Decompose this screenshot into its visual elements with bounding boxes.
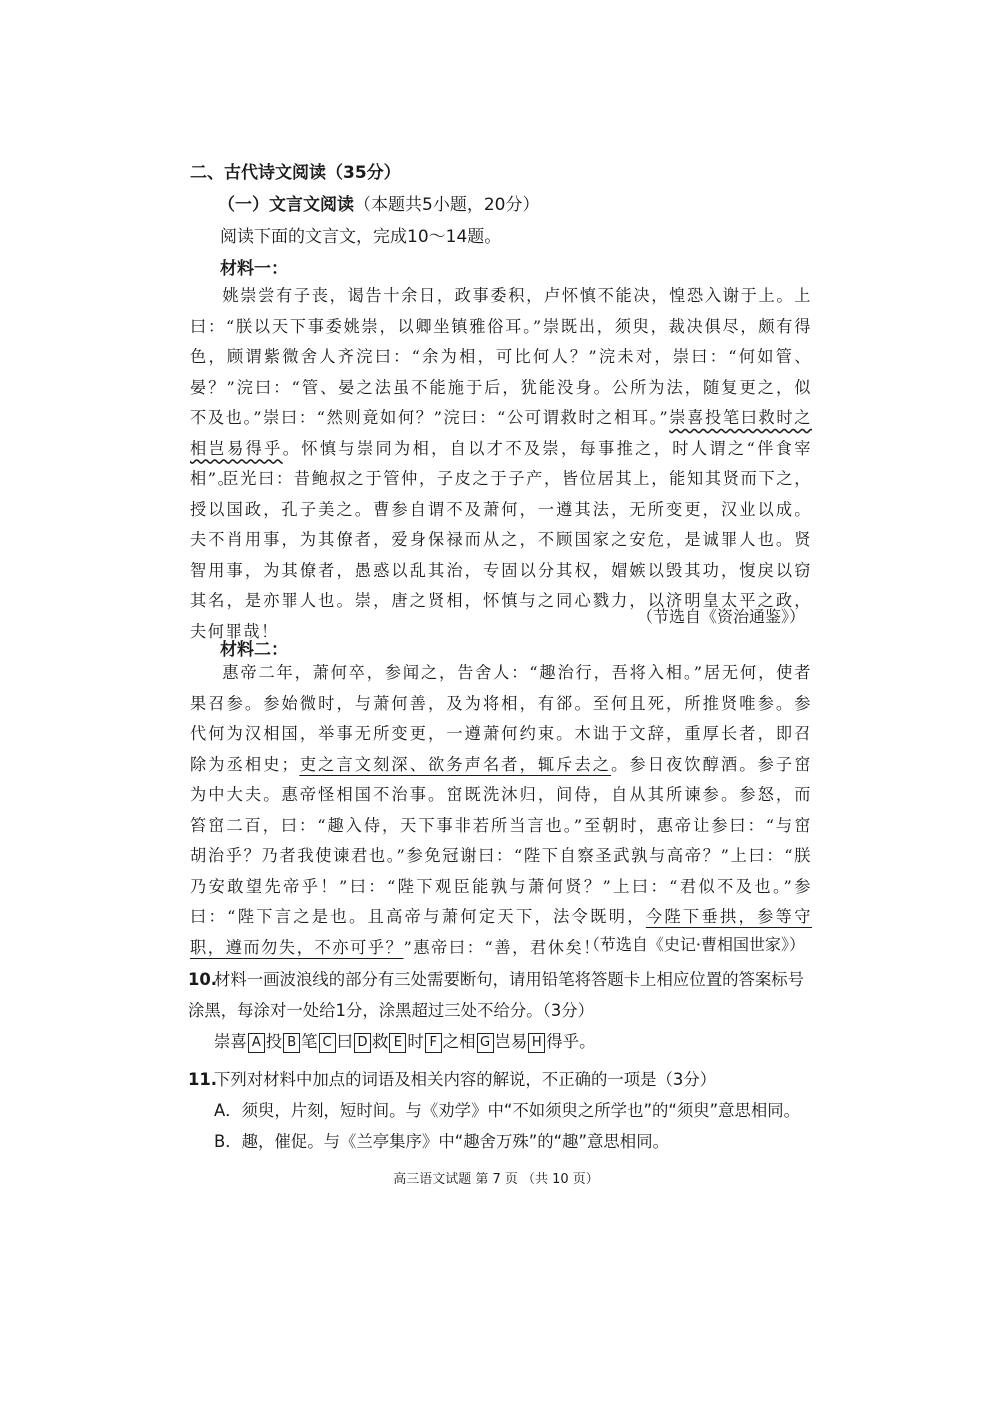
q10-box-g[interactable]: G (477, 1033, 494, 1053)
question-10 (188, 964, 814, 1057)
q10-segment: 之相 (442, 1032, 476, 1051)
subsection-heading (218, 190, 539, 215)
question-11-option-b[interactable]: B．趣，催促。与《兰亭集序》中“趣舍万殊”的“趣”意思相同。 (214, 1132, 669, 1151)
page-footer: 高三语文试题 第 7 页 （共 10 页） (393, 1172, 599, 1187)
material1-text-b: 。怀慎与崇同为相，自以才不及崇，每事推之，时人谓之“伴食宰相”。 (190, 438, 812, 488)
question-11-option-a[interactable]: A．须臾，片刻，短时间。与《劝学》中“不如须臾之所学也”的“须臾”意思相同。 (214, 1101, 801, 1120)
q10-box-e[interactable]: E (389, 1033, 406, 1053)
material2-underline-2: 今陛下垂拱，参等守职，遵而勿失，不亦可乎？ (190, 907, 812, 957)
q10-segment: 曰 (336, 1032, 353, 1051)
subsection-note: （本题共5小题，20分） (354, 195, 540, 215)
question-11-number: 11. (188, 1070, 218, 1089)
subsection-number: （一） (218, 195, 269, 215)
q10-segment: 救 (371, 1032, 389, 1051)
material1-paragraph1 (190, 281, 812, 495)
q10-box-c[interactable]: C (319, 1033, 336, 1053)
material2-underline-1: 吏之言文刻深、欲务声名者，辄斥去之 (299, 754, 612, 774)
material2-text-c: ”惠帝曰：“善，君休矣！” (403, 937, 611, 957)
q10-box-h[interactable]: H (528, 1033, 545, 1053)
q10-box-b[interactable]: B (283, 1033, 300, 1053)
question-10-answer-line (188, 1026, 814, 1057)
material2-text-b: 。参日夜饮醇酒。参子窋为中大夫。惠帝怪相国不治事。窋既洗沐归，间侍，自从其所谏参。参怒，而笞窋二百，曰：“趣入侍，天下事非若所当言也。”至朝时，惠帝让参曰：“与窋胡治乎？乃者我使谏君也。”参免冠谢曰：“陛下自察圣武孰与高帝？”上曰：“朕乃安敢望先帝乎！”曰：“陛下观臣能孰与萧何贤？”上曰：“君似不及也。”参曰：“陛下言之是也。且高帝与萧何定天下，法令既明， (190, 754, 812, 926)
question-11-text: 下列对材料中加点的词语及相关内容的解说，不正确的一项是（3分） (214, 1070, 717, 1089)
material1-paragraph2: 臣光曰：昔鲍叔之于管仲，子皮之于子产，皆位居其上，能知其贤而下之，授以国政，孔子美之。曹参自谓不及萧何，一遵其法，无所变更，汉业以成。夫不肖用事，为其僚者，爱身保禄而从之，不顾国家之安危，是诚罪人也。贤智用事，为其僚者，愚惑以乱其治，专固以分其权，媢嫉以毁其功，愎戾以窃其名，是亦罪人也。崇，唐之贤相，怀慎与之同心戮力，以济明皇太平之政，夫何罪哉！ (190, 469, 812, 641)
q10-segment: 崇喜 (214, 1032, 247, 1051)
material1-source: （节选自《资治通鉴》） (636, 607, 805, 626)
section-heading: 二、古代诗文阅读（35分） (190, 163, 401, 183)
q10-box-f[interactable]: F (425, 1033, 442, 1053)
question-11 (188, 1064, 814, 1157)
question-10-number: 10. (188, 970, 218, 989)
material2-source: （节选自《史记·曹相国世家》） (583, 935, 805, 954)
question-10-text: 材料一画波浪线的部分有三处需要断句，请用铅笔将答题卡上相应位置的答案标号涂黑，每涂对一处给1分，涂黑超过三处不给分。（3分） (188, 970, 805, 1020)
q10-segment: 岂易 (494, 1032, 528, 1051)
subsection-title: 文言文阅读 (269, 195, 354, 215)
material1-text-a: 姚崇尝有子丧，谒告十余日，政事委积，卢怀慎不能决，惶恐入谢于上。上曰：“朕以天下事委姚崇，以卿坐镇雅俗耳。”崇既出，须臾，裁决俱尽，颇有得色，顾谓紫微舍人齐浣曰：“余为相，可比何人？”浣未对，崇曰：“何如管、晏？”浣曰：“管、晏之法虽不能施于后，犹能没身。公所为法，随复更之，似不及也。”崇曰：“然则竟如何？”浣曰：“公可谓救时之相耳。” (190, 286, 812, 427)
q10-box-d[interactable]: D (354, 1033, 371, 1053)
material1-title: 材料一： (220, 259, 288, 279)
material2-text-a: 惠帝二年，萧何卒，参闻之，告舍人：“趣治行，吾将入相。”居无何，使者果召参。参始微时，与萧何善，及为将相，有郤。至何且死，所推贤唯参。参代何为汉相国，举事无所变更，一遵萧何约束。木诎于文辞，重厚长者，即召除为丞相史； (190, 663, 812, 774)
q10-box-a[interactable]: A (248, 1033, 265, 1053)
q10-segment: 投 (265, 1032, 283, 1051)
material1-wavy-segment: 崇喜投笔曰救时之相岂易得乎 (190, 408, 812, 458)
q10-segment: 得乎。 (546, 1032, 596, 1051)
material2-title: 材料二： (220, 640, 288, 660)
q10-segment: 笔 (301, 1032, 318, 1051)
q10-segment: 时 (407, 1032, 424, 1051)
material2-paragraph (190, 658, 812, 963)
reading-instruction: 阅读下面的文言文，完成10～14题。 (220, 227, 502, 247)
